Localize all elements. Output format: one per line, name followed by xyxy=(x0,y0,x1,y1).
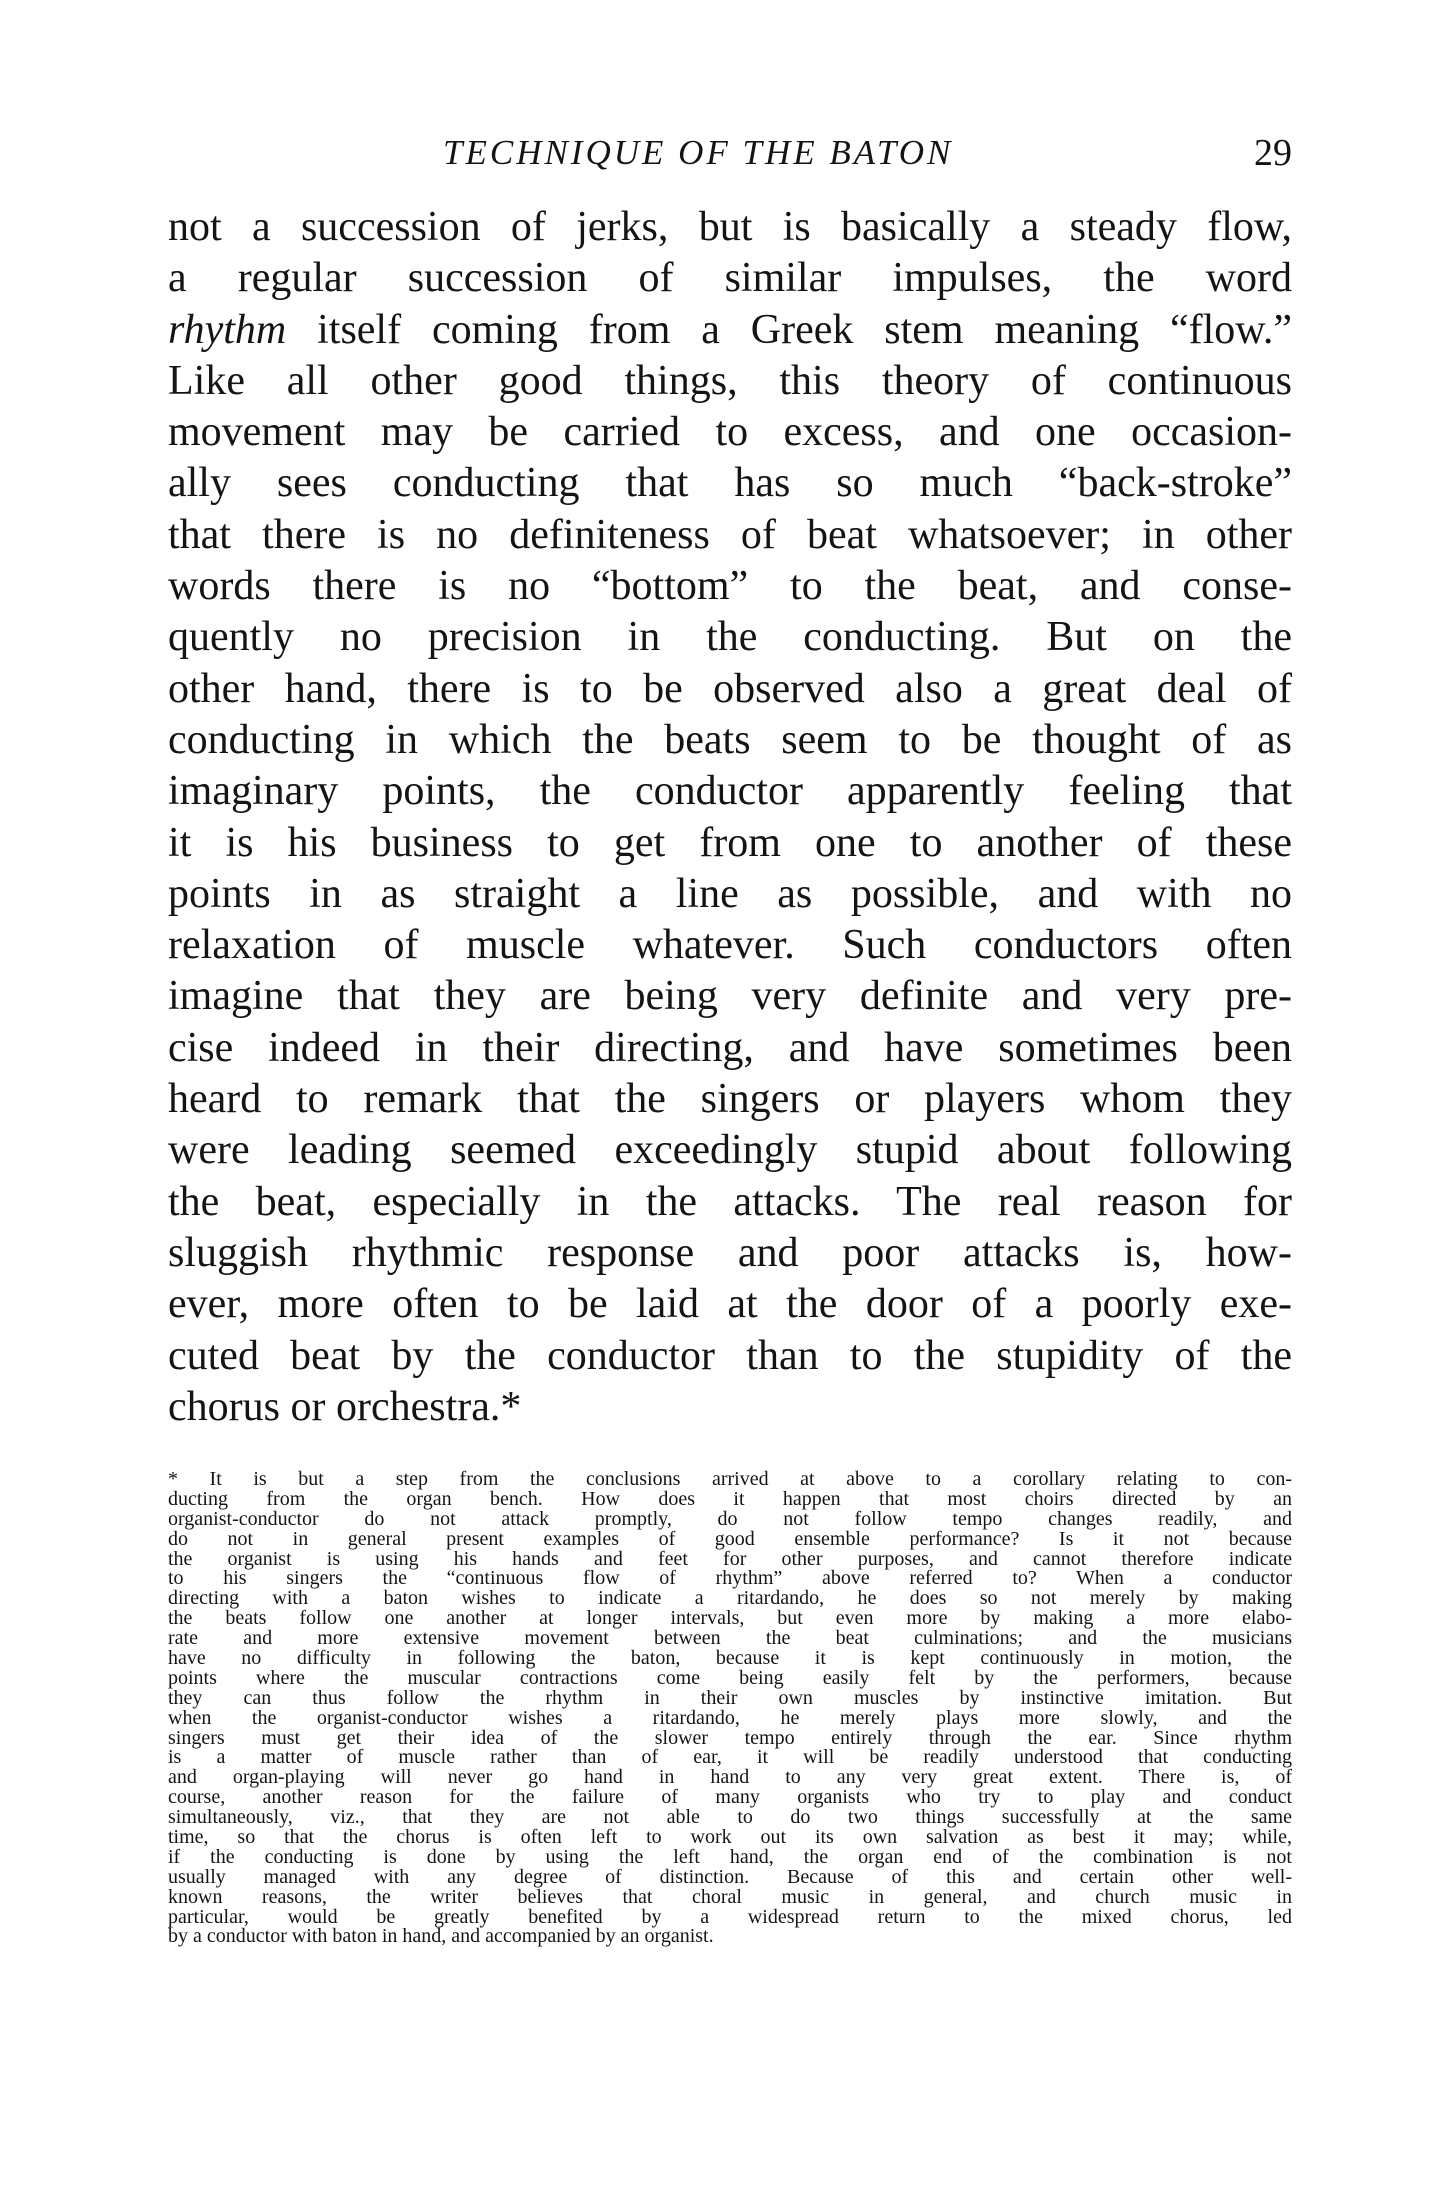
text-line: sluggish rhythmic response and poor attacks is, how- xyxy=(168,1229,1292,1276)
running-head xyxy=(168,128,1292,178)
text-line: it is his business to get from one to another of these xyxy=(168,819,1292,866)
footnote-line: ducting from the organ bench. How does it happen that most choirs directed by an xyxy=(168,1487,1292,1510)
text-line: imagine that they are being very definite and very pre- xyxy=(168,973,1292,1020)
text-line: not a succession of jerks, but is basically a steady flow, xyxy=(168,204,1292,250)
footnote-line: is a matter of muscle rather than of ear, it will be readily understood that conducting xyxy=(168,1746,1292,1769)
footnote-line: simultaneously, viz., that they are not able to do two things successfully at the same xyxy=(168,1806,1292,1829)
text-line: other hand, there is to be observed also a great deal of xyxy=(168,665,1292,712)
text-line: points in as straight a line as possible, and with no xyxy=(168,870,1292,917)
text-line-rhythm xyxy=(168,305,1292,356)
footnote-line: particular, would be greatly benefited by a widespread return to the mixed chorus, led xyxy=(168,1905,1292,1928)
text-line: Like all other good things, this theory of continuous xyxy=(168,357,1292,404)
footnote-line: if the conducting is done by using the left hand, the organ end of the combination is not xyxy=(168,1845,1292,1868)
footnote-line: directing with a baton wishes to indicate a ritardando, he does so not merely by making xyxy=(168,1587,1292,1610)
footnote-line: the beats follow one another at longer intervals, but even more by making a more elabo- xyxy=(168,1607,1292,1630)
running-title: TECHNIQUE OF THE BATON xyxy=(443,133,954,172)
footnote-line: singers must get their idea of the slower tempo entirely through the ear. Since rhythm xyxy=(168,1726,1292,1749)
footnote-line: they can thus follow the rhythm in their own muscles by instinctive imitation. But xyxy=(168,1686,1292,1709)
footnote-line: when the organist-conductor wishes a ritardando, he merely plays more slowly, and the xyxy=(168,1706,1292,1729)
text-line: words there is no “bottom” to the beat, and conse- xyxy=(168,563,1292,610)
text-line: cuted beat by the conductor than to the stupidity of the xyxy=(168,1332,1292,1379)
footnote-line: to his singers the “continuous flow of rhythm” above referred to? When a conductor xyxy=(168,1567,1292,1590)
text-line: ever, more often to be laid at the door of a poorly exe- xyxy=(168,1281,1292,1328)
text-line: the beat, especially in the attacks. The real reason for xyxy=(168,1178,1292,1225)
text-line: were leading seemed exceedingly stupid about following xyxy=(168,1127,1292,1174)
footnote-line: and organ-playing will never go hand in hand to any very great extent. There is, of xyxy=(168,1766,1292,1789)
text-line: ally sees conducting that has so much “back-stroke” xyxy=(168,460,1292,507)
footnote-line: points where the muscular contractions come being easily felt by the performers, because xyxy=(168,1666,1292,1689)
footnote-line: the organist is using his hands and feet for other purposes, and cannot therefore indicate xyxy=(168,1547,1292,1570)
footnote-line: time, so that the chorus is often left to work out its own salvation as best it may; while, xyxy=(168,1826,1292,1849)
text-line: cise indeed in their directing, and have sometimes been xyxy=(168,1024,1292,1071)
footnote-line: usually managed with any degree of distinction. Because of this and certain other well- xyxy=(168,1865,1292,1888)
footnote-line: known reasons, the writer believes that choral music in general, and church music in xyxy=(168,1885,1292,1908)
footnote-line: do not in general present examples of good ensemble performance? Is it not because xyxy=(168,1527,1292,1550)
footnote-line: by a conductor with baton in hand, and accompanied by an organist. xyxy=(168,1925,714,1948)
footnote-line: have no difficulty in following the baton, because it is kept continuously in motion, the xyxy=(168,1647,1292,1670)
footnote xyxy=(168,1470,1292,1947)
text-line: quently no precision in the conducting. But on the xyxy=(168,614,1292,661)
text-line: that there is no definiteness of beat whatsoever; in other xyxy=(168,511,1292,558)
text-fragment: itself coming from a Greek stem meaning “flow.” xyxy=(286,306,1292,353)
footnote-line: course, another reason for the failure of many organists who try to play and conduct xyxy=(168,1786,1292,1809)
text-line: chorus or orchestra.* xyxy=(168,1383,522,1430)
text-line: movement may be carried to excess, and one occasion- xyxy=(168,409,1292,456)
text-line: imaginary points, the conductor apparently feeling that xyxy=(168,768,1292,815)
footnote-line: organist-conductor do not attack promptly, do not follow tempo changes readily, and xyxy=(168,1507,1292,1530)
page-number: 29 xyxy=(1254,132,1292,174)
text-line: conducting in which the beats seem to be thought of as xyxy=(168,716,1292,763)
footnote-line: * It is but a step from the conclusions arrived at above to a corollary relating to con- xyxy=(168,1468,1292,1490)
footnote-line: rate and more extensive movement between the beat culminations; and the musicians xyxy=(168,1627,1292,1650)
text-line: relaxation of muscle whatever. Such conductors often xyxy=(168,922,1292,969)
text-line: a regular succession of similar impulses, the word xyxy=(168,255,1292,302)
italic-word: rhythm xyxy=(168,306,287,353)
main-text xyxy=(168,202,1292,1433)
text-line: heard to remark that the singers or players whom they xyxy=(168,1076,1292,1123)
